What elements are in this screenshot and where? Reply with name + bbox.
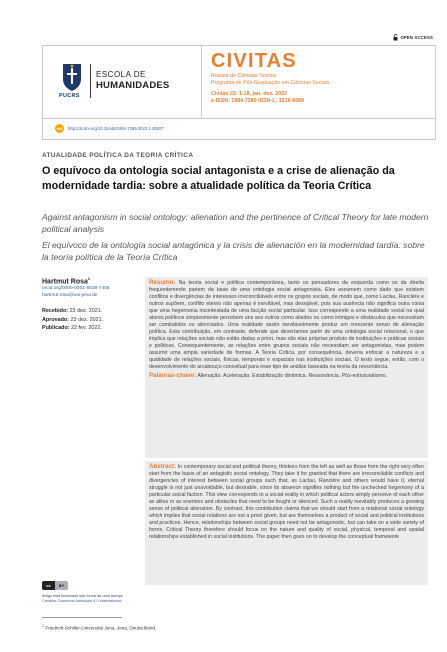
journal-info <box>211 50 329 105</box>
abstract-en-label: Abstract: <box>149 463 177 470</box>
keywords-pt <box>149 372 424 380</box>
abstract-en <box>145 461 428 585</box>
license-link[interactable]: Creative Commons Atribuição 4.0 Internacional. <box>42 599 123 603</box>
school-line2: HUMANIDADES <box>96 80 170 91</box>
university-crest-icon <box>61 62 83 92</box>
abstract-pt <box>145 277 428 458</box>
journal-issn: e-ISSN: 1984-7289 ISSN-L: 1519-6089 <box>211 98 305 104</box>
article-title-en: Against antagonism in social ontology: alienation and the pertinence of Critical Theory for late modern political analysis <box>42 212 429 234</box>
author-name: Hartmut Rosa$^1$ <box>42 276 91 286</box>
open-lock-icon <box>393 34 398 41</box>
keywords-pt-text: Alienação. Aceleração. Estabilização dinâmica. Ressonância. Pós-estruturalismo. <box>197 373 387 379</box>
open-access-tag <box>393 34 433 41</box>
school-line1: ESCOLA DE <box>96 70 146 79</box>
logo-divider <box>90 64 91 98</box>
doi-row <box>55 124 163 133</box>
date-approved: Aprovado: 23 dez. 2021. <box>42 316 104 323</box>
author-email[interactable]: hartmut.rosa@uni-jena.de <box>42 293 98 298</box>
doi-icon: doi <box>56 126 63 131</box>
doi-link[interactable]: http://dx.doi.org/10.15448/1984-7289.2022.1.40837 <box>68 126 164 131</box>
journal-volume: Civitas 22: 1-18, jan.-dez. 2022 <box>211 91 287 97</box>
author-footnote-mark: 1 <box>87 276 91 281</box>
keywords-pt-label: Palavras-chave: <box>149 372 197 379</box>
article-title-es: El equívoco de la ontología social antagónica y la crisis de alienación en la modernidad tardía: sobre la teoría política de la Teoría Crítica <box>42 240 425 262</box>
header-rule <box>43 118 435 119</box>
date-received: Recebido: 23 dez. 2021. <box>42 308 103 314</box>
journal-header <box>42 45 436 140</box>
footnote-rule <box>42 617 122 618</box>
header-divider <box>201 46 202 118</box>
abstract-pt-text: Na teoria social e política contemporânea, tanto os pensadores da esquerda como os da direita frequentemente partem da base de uma ontologia social antagonista. Eles assumem como dado que existem conflitos e divergências de interesses irreconciliáveis entre os grupos sociais, de modo que, como Laclau, Rancière e outros supõem, conflito eterno não apenas é inevitável, mas desejável, pois sua ausência não significa outra coisa que uma hegemonia incontestada de uma facção social particular. Isso corresponde a uma realidade social na qual atores políticos simplesmente percebem uns aos outros como aliados ou como inimigos e obstáculos que necessitam ser combatidos ou silenciados. Uma realidade assim inevitavelmente produz um crescente senso de alienação política. Esta contribuição, em contraste, defende que deveríamos partir de uma ontologia social relacional, o que implica que relações sociais não estão dadas a priori, mas são elas próprias produto de instituições e práticas sociais e políticas. Consequentemente, as relações entre grupos sociais não necessitam ser antagonistas, mas podem assumir uma ampla variedade de formas. A Teoria Crítica, por consequência, deveria enfocar a natureza e a qualidade de relações sociais, físicas, temporais e espaciais nas instituições sociais. O texto segue, então, com o desenvolvimento do arcabouço conceitual para esse tipo de análise baseada na teoria da ressonância. <box>149 280 424 370</box>
journal-title: CIVITAS <box>211 50 297 72</box>
cc-license-icon: cc BY <box>42 581 68 590</box>
author-footnote: $^1$ Friedrich-Schiller-Universität Jena, Jena, Deutschland. <box>42 624 157 631</box>
section-heading: ATUALIDADE POLÍTICA DA TEORIA CRÍTICA <box>42 152 194 159</box>
institution-name: PUCRS <box>59 93 80 99</box>
institution-logo <box>57 60 207 110</box>
abstract-en-text: In contemporary social and political theory, thinkers from the left as well as those from the right very often start from the basis of an antagistic social ontology. They take it for granted that there are irreconcilable conflicts and divergencies of interest between social groups such that, as Laclau, Rancière and others would have it, eternal struggle is not just unavoidable, but desirable, since its absence signifies nothing but the unchecked hegemony of a particular social faction. This view corresponds to a social reality in which political actors simply perceive of each other as allies or as enemies and obstacles that need to be fought or silenced. Such a reality inevitably produces a growing sense of political alienation. By contrast, this contribution claims that we should start from a relational social ontology which implies that social relations are not a priori given, but are themselves a product of social and political institutions and practices. Hence, relationships between social groups need not be antagonistic, but can take on a wide variety of forms. Critical Theory therefore should focus on the nature and quality of social, physical, temporal and spatial relationships established in social institutions. The paper then goes on to develop the conceptual framework <box>149 464 424 540</box>
article-title-pt: O equívoco da ontologia social antagonista e a crise de alienação da modernidade tardia: sobre a atualidade política da Teoria Crítica <box>42 165 395 192</box>
orcid-link[interactable]: orcid.org/0000-0001-8638-7405 <box>42 286 110 291</box>
article-dates <box>42 307 103 333</box>
abstract-pt-label: Resumo: <box>149 279 176 286</box>
journal-subtitle: Revista de Ciências Sociais <box>211 73 277 79</box>
license-text: Artigo está licenciado sob forma de uma licença Creative Commons Atribuição 4.0 Internacional. <box>42 594 123 603</box>
date-published: Publicado: 22 fev. 2022. <box>42 325 102 331</box>
journal-program: Programa de Pós-Graduação em Ciências Sociais <box>211 80 330 86</box>
open-access-label: OPEN ACCESS <box>400 35 433 40</box>
